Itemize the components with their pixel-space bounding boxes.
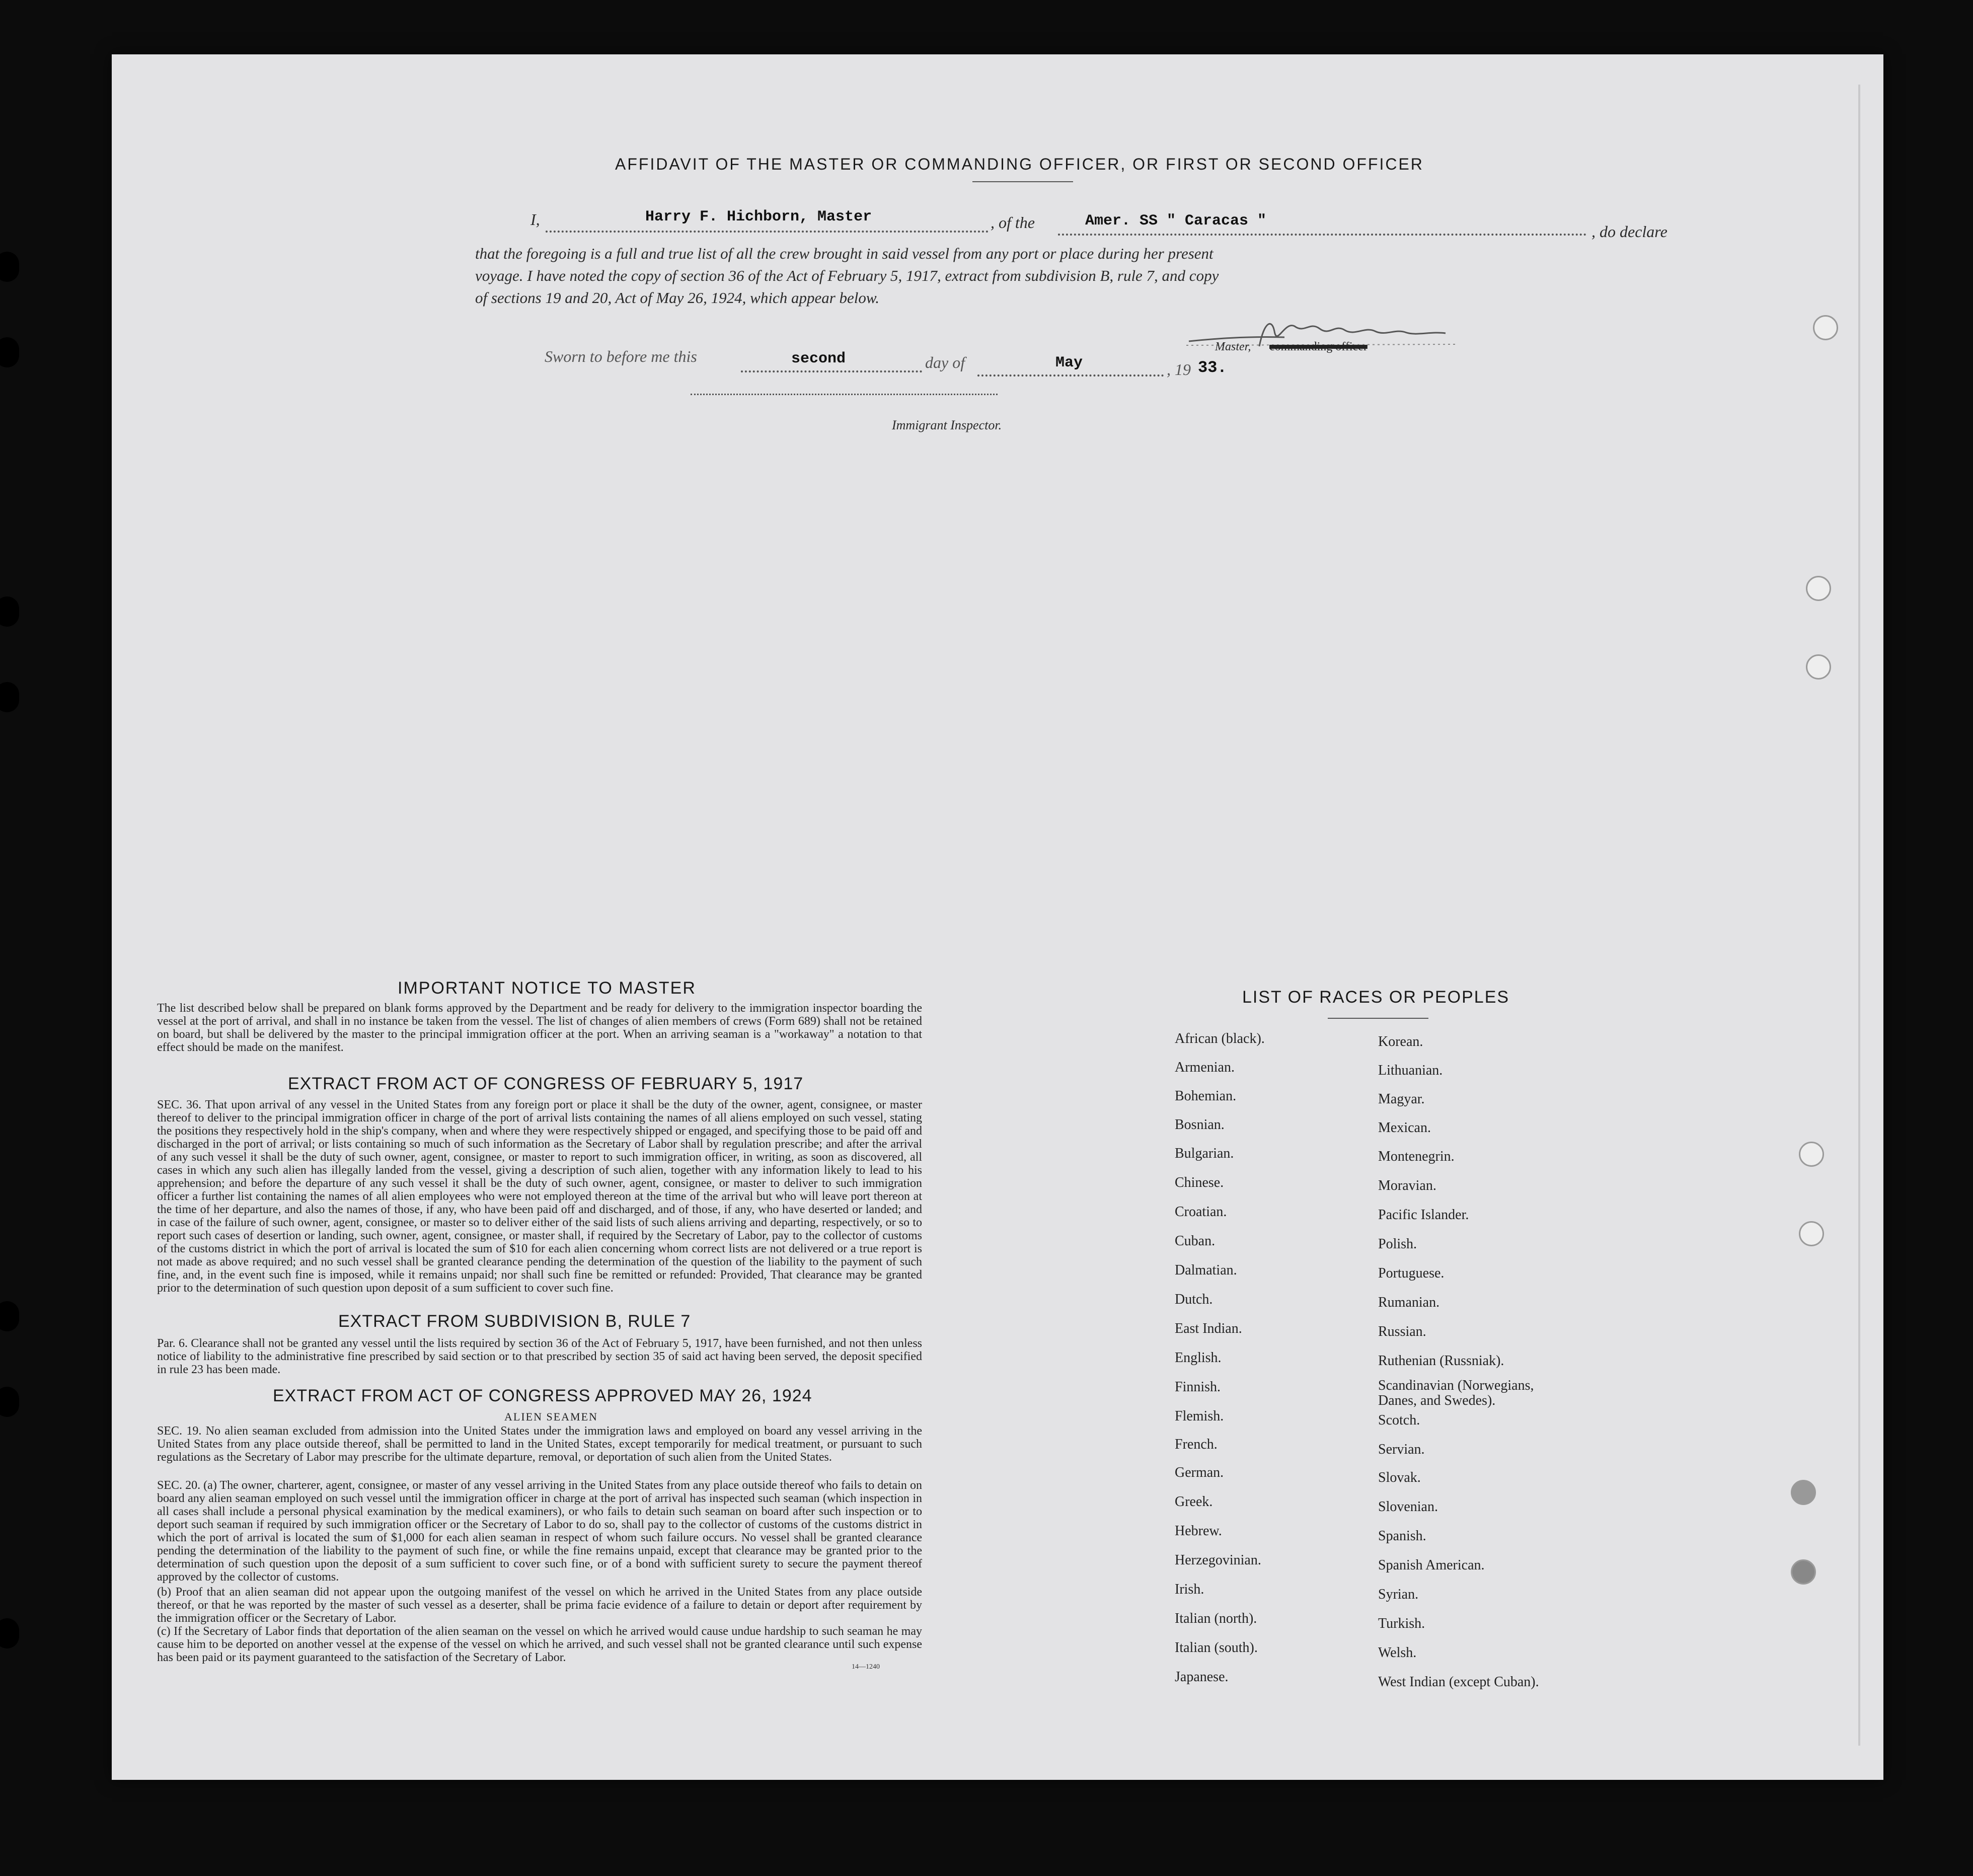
form-number: 14—1240 — [852, 1663, 880, 1671]
race-item: Rumanian. — [1378, 1295, 1440, 1310]
race-item: Lithuanian. — [1378, 1063, 1443, 1078]
paper-hole — [1806, 576, 1831, 601]
race-item: Irish. — [1175, 1582, 1204, 1597]
race-item: Slovak. — [1378, 1470, 1421, 1485]
binder-hole — [0, 337, 19, 367]
race-item: Montenegrin. — [1378, 1149, 1455, 1164]
race-item: Bohemian. — [1175, 1088, 1237, 1104]
race-item: Flemish. — [1175, 1408, 1224, 1424]
race-item: Pacific Islander. — [1378, 1207, 1469, 1223]
race-item: Polish. — [1378, 1236, 1417, 1252]
race-item: Herzegovinian. — [1175, 1552, 1261, 1568]
paper-hole — [1791, 1559, 1816, 1585]
race-item: Spanish American. — [1378, 1557, 1485, 1573]
paper-hole — [1791, 1480, 1816, 1505]
sworn-label: Sworn to before me this — [545, 347, 697, 365]
race-item: Moravian. — [1378, 1178, 1436, 1193]
underlying-page-edge — [1858, 85, 1860, 1746]
races-heading-rule — [1328, 1018, 1428, 1019]
sec-20c: (c) If the Secretary of Labor finds that deportation of the alien seaman on the vessel on which he arrived would cause undue hardship to such seaman he may cause him to be deported on another vessel at the expense of the vessel on which he arrived, and such vessel shall not be granted clearance until such expense has been paid or its payment guaranteed to the satisfaction of the Secretary of Labor. — [157, 1625, 922, 1664]
extract-1917-body: SEC. 36. That upon arrival of any vessel in the United States from any foreign port or place it shall be the duty of the owner, agent, consignee, or master thereof to deliver to the principal immigration officer in charge of the port of arrival lists containing the names of all aliens employed on such vessel, stating the positions they respectively hold in the ship's company, when and where they were respectively shipped or engaged, and specifying those to be paid off and discharged in the port of arrival; or lists containing so much of such information as the Secretary of Labor shall by regulation prescribe; and after the arrival of any such vessel it shall be the duty of such owner, agent, consignee, or master to report to such immigration officer, in writing, as soon as discovered, all cases in which any such alien has illegally landed from the vessel, giving a description of such alien, together with any information likely to lead to his apprehension; and before the departure of any such vessel it shall be the duty of such owner, agent, consignee, or master to deliver to such immigration officer a further list containing the names of all alien employees who were not employed thereon at the time of the arrival but who will leave port thereon at the time of her departure, and also the names of those, if any, who have been paid off and discharged, and of those, if any, who have deserted or landed; and in case of the failure of such owner, agent, consignee, or master so to deliver either of the said lists of such aliens arriving and departing, respectively, or so to report such cases of desertion or landing, such owner, agent, consignee, or master shall, if required by the Secretary of Labor, pay to the collector of customs of the customs district in which the port of arrival is located the sum of $10 for each alien concerning whom correct lists are not delivered or a true report is not made as above required; and no such vessel shall be granted clearance pending the determination of the question of the liability to the payment of such fine, and, in the event such fine is imposed, while it remains unpaid; nor shall such fine be remitted or refunded: Provided, That clearance may be granted prior to the determination of such question upon deposit of a sum sufficient to cover such fine. — [157, 1098, 922, 1295]
race-item: Bulgarian. — [1175, 1146, 1234, 1161]
race-item: Welsh. — [1378, 1645, 1417, 1661]
master-caption: Master, — [1215, 340, 1251, 353]
race-item: English. — [1175, 1350, 1222, 1366]
race-item: East Indian. — [1175, 1321, 1242, 1336]
affidavit-line-2: that the foregoing is a full and true list of all the crew brought in said vessel from any port or place during her present — [475, 245, 1213, 262]
race-item: Cuban. — [1175, 1233, 1216, 1249]
race-item: Magyar. — [1378, 1091, 1425, 1107]
inspector-caption: Immigrant Inspector. — [892, 418, 1002, 432]
paper-hole — [1813, 315, 1838, 340]
affidavit-line-4: of sections 19 and 20, Act of May 26, 1924, which appear below. — [475, 289, 880, 307]
race-item: Russian. — [1378, 1324, 1426, 1339]
race-item: Armenian. — [1175, 1060, 1235, 1075]
heading-rule — [972, 181, 1073, 182]
notice-body: The list described below shall be prepared on blank forms approved by the Department and be ready for delivery to the immigration inspector boarding the vessel at the port of arrival, and shall in no instance be taken from the vessel. The list of changes of alien members of crews (Form 689) shall not be retained on board, but shall be delivered by the master to the principal immigration officer at the port. When an arriving seaman is a "workaway" a notation to that effect should be made on the manifest. — [157, 1002, 922, 1054]
sec-19: SEC. 19. No alien seaman excluded from admission into the United States under the immigration laws and employed on board any vessel arriving in the United States from any place outside thereof, shall be permitted to land in the United States, except temporarily for medical treatment, or pursuant to such regulations as the Secretary of Labor may prescribe for the ultimate departure, removal, or deportation of such alien from the United States. — [157, 1424, 922, 1464]
race-item: Spanish. — [1378, 1528, 1426, 1544]
do-declare-label: , do declare — [1591, 222, 1667, 241]
master-name: Harry F. Hichborn, Master — [645, 208, 872, 226]
race-item: Dalmatian. — [1175, 1262, 1237, 1278]
struck-caption: commanding officer — [1269, 340, 1368, 353]
sworn-day: second — [791, 350, 846, 367]
sec-20a: SEC. 20. (a) The owner, charterer, agent, consignee, or master of any vessel arriving in the United States from any place outside thereof who fails to detain on board any alien seaman employed on such vessel until the immigration officer in charge at the port of arrival has inspected such seaman (which inspection in all cases shall include a personal physical examination by the medical examiners), or who fails to detain such seaman on board after such inspection or to deport such seaman if required by such immigration officer or the Secretary of Labor to do so, shall pay to the collector of customs of the customs district in which the port of arrival is located the sum of $1,000 for each alien seaman in respect of whom such failure occurs. No vessel shall be granted clearance pending the determination of the liability to the payment of such fine, or while the fine remains unpaid, except that clearance may be granted prior to the determination of such question upon the deposit of a sum sufficient to cover such fine, or of a bond with sufficient surety to secure the payment thereof approved by the collector of customs. — [157, 1479, 922, 1584]
sworn-year: 33. — [1198, 358, 1227, 377]
race-item: African (black). — [1175, 1031, 1265, 1046]
extract-1917-heading: EXTRACT FROM ACT OF CONGRESS OF FEBRUARY 5, 1917 — [288, 1074, 804, 1093]
race-item: Scotch. — [1378, 1412, 1420, 1428]
race-item: Slovenian. — [1378, 1499, 1438, 1515]
race-item: Hebrew. — [1175, 1523, 1222, 1539]
race-item: Mexican. — [1378, 1120, 1431, 1136]
race-item: Ruthenian (Russniak). — [1378, 1353, 1504, 1369]
paper-hole — [1799, 1221, 1824, 1246]
race-item: German. — [1175, 1465, 1224, 1480]
binder-hole — [0, 1618, 19, 1648]
race-item: Portuguese. — [1378, 1265, 1445, 1281]
year-prefix: , 19 — [1167, 360, 1191, 379]
sec-20b: (b) Proof that an alien seaman did not appear upon the outgoing manifest of the vessel on which he arrived in the United States from any place outside thereof, or that he was reported by the master of such vessel as a deserter, shall be prima facie evidence of a failure to detain or deport after requirement by the immigration officer or the Secretary of Labor. — [157, 1586, 922, 1625]
race-item: Japanese. — [1175, 1669, 1229, 1685]
paper-hole — [1806, 654, 1831, 680]
race-item: Croatian. — [1175, 1204, 1227, 1220]
race-item: Turkish. — [1378, 1616, 1425, 1631]
paper-hole — [1799, 1142, 1824, 1167]
binder-hole — [0, 596, 19, 627]
race-item: Bosnian. — [1175, 1117, 1225, 1133]
race-item: Finnish. — [1175, 1379, 1221, 1395]
race-item: Korean. — [1378, 1034, 1423, 1049]
race-item: West Indian (except Cuban). — [1378, 1674, 1539, 1690]
document-page — [112, 54, 1883, 1780]
race-item: Chinese. — [1175, 1175, 1224, 1190]
affidavit-heading: AFFIDAVIT OF THE MASTER OR COMMANDING OFFICER, OR FIRST OR SECOND OFFICER — [615, 155, 1424, 173]
extract-1924-heading: EXTRACT FROM ACT OF CONGRESS APPROVED MAY 26, 1924 — [273, 1386, 812, 1405]
alien-seamen-subheading: ALIEN SEAMEN — [504, 1410, 598, 1423]
race-item: French. — [1175, 1437, 1218, 1452]
binder-hole — [0, 252, 19, 282]
rule7-heading: EXTRACT FROM SUBDIVISION B, RULE 7 — [338, 1312, 691, 1331]
day-of-label: day of — [925, 353, 965, 371]
affidavit-line-3: voyage. I have noted the copy of section 36 of the Act of February 5, 1917, extract from subdivision B, rule 7, and copy — [475, 267, 1219, 284]
rule7-body: Par. 6. Clearance shall not be granted any vessel until the lists required by section 36 of the Act of February 5, 1917, have been furnished, and not then unless notice of liability to the administrative fine prescribed by said section or to that prescribed by section 35 of said act having been served, the deposit specified in rule 23 has been made. — [157, 1337, 922, 1376]
binder-hole — [0, 1301, 19, 1331]
race-item: Italian (north). — [1175, 1611, 1257, 1626]
race-item: Dutch. — [1175, 1292, 1213, 1307]
affidavit-i-label: I, — [530, 210, 540, 229]
inspector-signature-line — [691, 392, 998, 395]
races-heading: LIST OF RACES OR PEOPLES — [1242, 988, 1510, 1007]
race-item: Syrian. — [1378, 1587, 1419, 1602]
race-item: Italian (south). — [1175, 1640, 1258, 1656]
binder-hole — [0, 682, 19, 712]
binder-hole — [0, 1387, 19, 1417]
notice-heading: IMPORTANT NOTICE TO MASTER — [398, 979, 696, 998]
sworn-month: May — [1055, 354, 1083, 371]
race-item: Greek. — [1175, 1494, 1213, 1510]
of-the-label: , of the — [991, 213, 1035, 232]
race-item: Scandinavian (Norwegians, Danes, and Swedes). — [1378, 1378, 1534, 1408]
vessel-name: Amer. SS " Caracas " — [1085, 212, 1267, 230]
race-item: Servian. — [1378, 1442, 1425, 1457]
